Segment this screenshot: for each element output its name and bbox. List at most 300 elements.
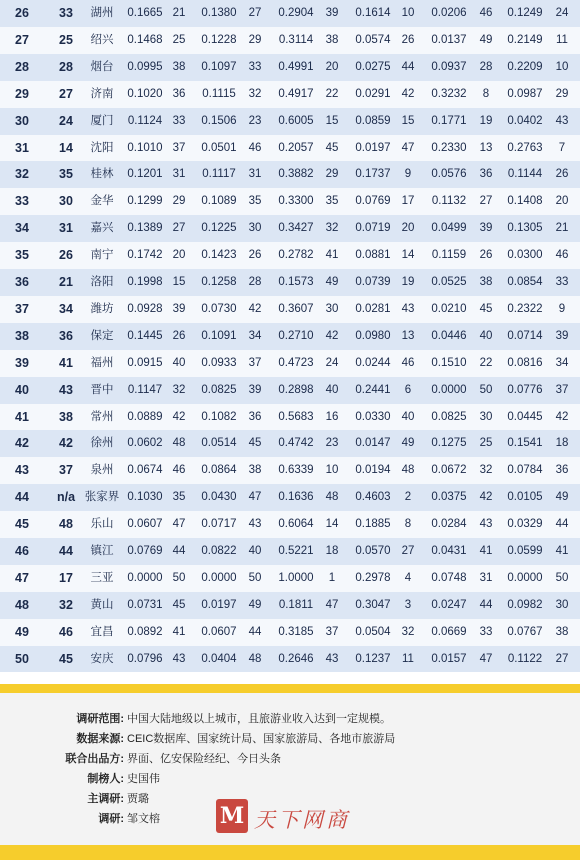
value-cell: 0.1737	[355, 168, 391, 181]
value-cell: 0.0982	[507, 598, 543, 611]
value-cell: 0.0719	[355, 222, 391, 235]
value-cell: 0.0000	[201, 571, 237, 584]
subrank-cell: 42	[479, 491, 493, 504]
subrank-cell: 45	[325, 141, 339, 154]
value-cell: 0.0404	[201, 652, 237, 665]
city-cell: 烟台	[90, 60, 114, 73]
value-cell: 0.0499	[431, 222, 467, 235]
value-cell: 0.2330	[431, 141, 467, 154]
footer-value: CEIC数据库、国家统计局、国家旅游局、各地市旅游局	[127, 733, 396, 745]
prev-rank-cell: 30	[59, 194, 73, 209]
value-cell: 0.3232	[431, 87, 467, 100]
footer-value: 史国伟	[127, 773, 160, 785]
subrank-cell: 13	[401, 329, 415, 342]
subrank-cell: 33	[479, 625, 493, 638]
rank-cell: 49	[15, 624, 29, 639]
value-cell: 0.2978	[355, 571, 391, 584]
table-row	[0, 592, 580, 619]
value-cell: 0.0197	[201, 598, 237, 611]
subrank-cell: 37	[248, 356, 262, 369]
value-cell: 0.0197	[355, 141, 391, 154]
value-cell: 0.5221	[278, 545, 314, 557]
subrank-cell: 46	[479, 7, 493, 19]
value-cell: 0.0937	[431, 60, 467, 73]
subrank-cell: 44	[555, 518, 569, 531]
subrank-cell: 50	[248, 571, 262, 584]
subrank-cell: 40	[325, 383, 339, 396]
subrank-cell: 11	[402, 652, 414, 665]
city-cell: 沈阳	[90, 141, 114, 154]
subrank-cell: 15	[172, 276, 186, 288]
prev-rank-cell: 41	[59, 355, 73, 370]
subrank-cell: 22	[325, 87, 339, 100]
subrank-cell: 24	[555, 7, 569, 19]
table-row	[0, 377, 580, 404]
subrank-cell: 11	[556, 33, 568, 46]
subrank-cell: 23	[248, 114, 262, 127]
value-cell: 0.0000	[507, 571, 543, 584]
value-cell: 0.0607	[127, 518, 163, 531]
value-cell: 0.1122	[507, 652, 543, 665]
subrank-cell: 42	[325, 329, 339, 342]
footer-label: 调研范围:	[76, 713, 124, 725]
subrank-cell: 14	[325, 518, 339, 531]
subrank-cell: 46	[172, 464, 186, 477]
subrank-cell: 1	[328, 571, 336, 584]
rank-cell: 40	[15, 382, 29, 397]
subrank-cell: 36	[555, 464, 569, 477]
subrank-cell: 18	[325, 545, 339, 557]
value-cell: 0.1258	[201, 276, 237, 288]
subrank-cell: 8	[482, 87, 490, 100]
value-cell: 0.3300	[278, 195, 314, 208]
subrank-cell: 38	[172, 60, 186, 73]
value-cell: 0.1636	[278, 491, 314, 504]
subrank-cell: 18	[555, 437, 569, 450]
table-row	[0, 27, 580, 54]
table-row	[0, 161, 580, 188]
value-cell: 0.6064	[278, 518, 314, 531]
value-cell: 0.1614	[355, 7, 391, 19]
value-cell: 0.0206	[431, 7, 467, 19]
footer-value: 邹文榕	[127, 813, 160, 825]
subrank-cell: 42	[248, 302, 262, 315]
prev-rank-cell: 25	[59, 32, 73, 47]
value-cell: 0.0275	[355, 60, 391, 73]
subrank-cell: 44	[172, 545, 186, 557]
footer-info-line	[0, 810, 580, 828]
prev-rank-cell: 28	[59, 59, 73, 74]
subrank-cell: 13	[479, 141, 493, 154]
value-cell: 0.1771	[431, 114, 467, 127]
subrank-cell: 42	[172, 410, 186, 423]
value-cell: 0.2322	[507, 302, 543, 315]
table-row	[0, 188, 580, 215]
subrank-cell: 36	[172, 87, 186, 100]
value-cell: 0.0157	[431, 652, 467, 665]
value-cell: 0.0674	[127, 464, 163, 477]
value-cell: 0.0889	[127, 410, 163, 423]
rank-cell: 47	[15, 570, 29, 585]
value-cell: 0.0767	[507, 625, 543, 638]
subrank-cell: 33	[172, 114, 186, 127]
prev-rank-cell: 37	[59, 463, 73, 478]
value-cell: 0.0574	[355, 33, 391, 46]
table-row	[0, 242, 580, 269]
value-cell: 0.1097	[201, 60, 237, 73]
subrank-cell: 21	[555, 222, 569, 235]
city-cell: 桂林	[90, 168, 114, 181]
subrank-cell: 30	[555, 598, 569, 611]
prev-rank-cell: 43	[59, 382, 73, 397]
value-cell: 0.1380	[201, 7, 237, 19]
subrank-cell: 50	[479, 383, 493, 396]
value-cell: 0.1275	[431, 437, 467, 450]
subrank-cell: 30	[325, 302, 339, 315]
city-cell: 济南	[90, 87, 114, 100]
rank-cell: 43	[15, 463, 29, 478]
value-cell: 0.0822	[201, 545, 237, 557]
value-cell: 0.0607	[201, 625, 237, 638]
subrank-cell: 38	[248, 464, 262, 477]
value-cell: 0.0599	[507, 545, 543, 557]
table-row	[0, 296, 580, 323]
value-cell: 0.0769	[355, 195, 391, 208]
rank-cell: 46	[15, 544, 29, 558]
value-cell: 0.1510	[431, 356, 467, 369]
subrank-cell: 19	[401, 276, 415, 288]
table-row	[0, 565, 580, 592]
table-row	[0, 511, 580, 538]
value-cell: 0.3185	[278, 625, 314, 638]
value-cell: 0.4742	[278, 437, 314, 450]
value-cell: 0.4603	[355, 491, 391, 504]
city-cell: 常州	[90, 410, 114, 423]
subrank-cell: 16	[325, 410, 339, 423]
value-cell: 0.1082	[201, 410, 237, 423]
footer-info-line	[0, 770, 580, 788]
value-cell: 0.1091	[201, 329, 237, 342]
value-cell: 0.0881	[355, 249, 391, 262]
subrank-cell: 10	[325, 464, 339, 477]
value-cell: 0.0892	[127, 625, 163, 638]
subrank-cell: 32	[248, 87, 262, 100]
value-cell: 0.2057	[278, 141, 314, 154]
value-cell: 0.0864	[201, 464, 237, 477]
yellow-band-top	[0, 684, 580, 693]
subrank-cell: 38	[479, 276, 493, 288]
subrank-cell: 29	[248, 33, 262, 46]
subrank-cell: 39	[248, 383, 262, 396]
value-cell: 0.2441	[355, 383, 391, 396]
city-cell: 徐州	[90, 437, 114, 450]
prev-rank-cell: 33	[59, 6, 73, 20]
value-cell: 0.4723	[278, 356, 314, 369]
subrank-cell: 39	[325, 7, 339, 19]
value-cell: 0.2898	[278, 383, 314, 396]
value-cell: 0.0281	[355, 302, 391, 315]
subrank-cell: 49	[325, 276, 339, 288]
subrank-cell: 10	[401, 7, 415, 19]
value-cell: 0.1159	[431, 249, 467, 262]
subrank-cell: 30	[479, 410, 493, 423]
prev-rank-cell: 21	[59, 275, 73, 289]
subrank-cell: 25	[479, 437, 493, 450]
city-cell: 晋中	[90, 383, 114, 396]
subrank-cell: 49	[248, 598, 262, 611]
value-cell: 0.0247	[431, 598, 467, 611]
value-cell: 0.0446	[431, 329, 467, 342]
value-cell: 0.0915	[127, 356, 163, 369]
table-row	[0, 350, 580, 377]
value-cell: 0.0784	[507, 464, 543, 477]
value-cell: 0.0430	[201, 491, 237, 504]
subrank-cell: 43	[172, 652, 186, 665]
value-cell: 0.1998	[127, 276, 163, 288]
subrank-cell: 33	[555, 276, 569, 288]
subrank-cell: 36	[248, 410, 262, 423]
value-cell: 0.0329	[507, 518, 543, 531]
rank-cell: 35	[15, 248, 29, 263]
value-cell: 0.6005	[278, 114, 314, 127]
value-cell: 0.0672	[431, 464, 467, 477]
subrank-cell: 23	[325, 437, 339, 450]
prev-rank-cell: 44	[59, 544, 73, 558]
value-cell: 0.1237	[355, 652, 391, 665]
subrank-cell: 40	[248, 545, 262, 557]
value-cell: 0.0445	[507, 410, 543, 423]
subrank-cell: 47	[479, 652, 493, 665]
subrank-cell: 41	[325, 249, 339, 262]
subrank-cell: 39	[479, 222, 493, 235]
rank-cell: 48	[15, 597, 29, 612]
subrank-cell: 43	[325, 652, 339, 665]
value-cell: 0.3607	[278, 302, 314, 315]
subrank-cell: 25	[172, 33, 186, 46]
subrank-cell: 21	[172, 7, 186, 19]
subrank-cell: 27	[401, 545, 415, 557]
subrank-cell: 2	[404, 491, 412, 504]
subrank-cell: 41	[555, 545, 569, 557]
value-cell: 0.2710	[278, 329, 314, 342]
subrank-cell: 22	[479, 356, 493, 369]
value-cell: 0.4991	[278, 60, 314, 73]
value-cell: 0.2763	[507, 141, 543, 154]
value-cell: 0.1468	[127, 33, 163, 46]
subrank-cell: 46	[555, 249, 569, 262]
subrank-cell: 28	[248, 276, 262, 288]
value-cell: 0.3047	[355, 598, 391, 611]
rank-cell: 32	[15, 167, 29, 182]
value-cell: 0.0987	[507, 87, 543, 100]
value-cell: 0.1665	[127, 7, 163, 19]
rank-cell: 39	[15, 355, 29, 370]
table-row	[0, 404, 580, 431]
subrank-cell: 40	[172, 356, 186, 369]
subrank-cell: 35	[325, 195, 339, 208]
subrank-cell: 47	[172, 518, 186, 531]
value-cell: 0.0825	[201, 383, 237, 396]
subrank-cell: 32	[401, 625, 415, 638]
subrank-cell: 32	[172, 383, 186, 396]
value-cell: 0.0137	[431, 33, 467, 46]
footer-info-line	[0, 710, 580, 728]
prev-rank-cell: 35	[59, 167, 73, 182]
rank-cell: 28	[15, 59, 29, 74]
city-cell: 安庆	[90, 652, 114, 665]
city-cell: 厦门	[90, 114, 114, 127]
city-cell: 金华	[90, 195, 114, 208]
prev-rank-cell: 38	[59, 409, 73, 424]
value-cell: 0.6339	[278, 464, 314, 477]
logo-mark-icon: M	[216, 799, 248, 833]
subrank-cell: 32	[479, 464, 493, 477]
subrank-cell: 37	[555, 383, 569, 396]
table-row	[0, 81, 580, 108]
subrank-cell: 45	[248, 437, 262, 450]
value-cell: 0.1225	[201, 222, 237, 235]
value-cell: 0.1249	[507, 7, 543, 19]
subrank-cell: 20	[172, 249, 186, 262]
value-cell: 0.0402	[507, 114, 543, 127]
footer-value: 中国大陆地级以上城市，且旅游业收入达到一定规模。	[127, 713, 391, 725]
subrank-cell: 38	[325, 33, 339, 46]
subrank-cell: 31	[248, 168, 262, 181]
value-cell: 0.0669	[431, 625, 467, 638]
table-row	[0, 323, 580, 350]
value-cell: 0.1423	[201, 249, 237, 262]
subrank-cell: 45	[479, 302, 493, 315]
footer-label: 制榜人:	[87, 773, 124, 785]
rank-cell: 26	[15, 6, 29, 20]
city-cell: 湖州	[90, 7, 114, 19]
value-cell: 0.1445	[127, 329, 163, 342]
value-cell: 0.0514	[201, 437, 237, 450]
value-cell: 0.2149	[507, 33, 543, 46]
value-cell: 0.1811	[278, 598, 314, 611]
value-cell: 0.0980	[355, 329, 391, 342]
value-cell: 0.0375	[431, 491, 467, 504]
subrank-cell: 17	[401, 195, 415, 208]
value-cell: 0.0731	[127, 598, 163, 611]
table-row	[0, 484, 580, 511]
prev-rank-cell: 48	[59, 517, 73, 532]
footer-label: 调研:	[98, 813, 124, 825]
value-cell: 0.0739	[355, 276, 391, 288]
footer-info-line	[0, 730, 580, 748]
value-cell: 0.1389	[127, 222, 163, 235]
prev-rank-cell: 42	[59, 436, 73, 451]
subrank-cell: 6	[404, 383, 412, 396]
value-cell: 0.0859	[355, 114, 391, 127]
subrank-cell: 40	[479, 329, 493, 342]
city-cell: 张家界	[84, 491, 120, 504]
subrank-cell: 26	[555, 168, 569, 181]
prev-rank-cell: 17	[59, 570, 73, 585]
value-cell: 0.0330	[355, 410, 391, 423]
table-row	[0, 646, 580, 673]
value-cell: 0.1132	[431, 195, 467, 208]
rank-cell: 44	[15, 490, 29, 505]
prev-rank-cell: 32	[59, 597, 73, 612]
rank-cell: 30	[15, 113, 29, 128]
table-row	[0, 0, 580, 27]
subrank-cell: 40	[401, 410, 415, 423]
subrank-cell: 34	[248, 329, 262, 342]
subrank-cell: 43	[555, 114, 569, 127]
prev-rank-cell: 27	[59, 86, 73, 101]
value-cell: 0.1124	[127, 114, 163, 127]
value-cell: 0.1299	[127, 195, 163, 208]
city-cell: 黄山	[90, 598, 114, 611]
subrank-cell: 29	[172, 195, 186, 208]
subrank-cell: 49	[401, 437, 415, 450]
value-cell: 0.0825	[431, 410, 467, 423]
prev-rank-cell: 14	[59, 140, 73, 155]
subrank-cell: 27	[479, 195, 493, 208]
subrank-cell: 9	[558, 302, 566, 315]
subrank-cell: 39	[172, 302, 186, 315]
footer-label: 数据来源:	[76, 733, 124, 745]
subrank-cell: 26	[248, 249, 262, 262]
subrank-cell: 14	[401, 249, 415, 262]
value-cell: 0.0816	[507, 356, 543, 369]
value-cell: 1.0000	[278, 571, 314, 584]
subrank-cell: 44	[479, 598, 493, 611]
rank-cell: 33	[15, 194, 29, 209]
rank-cell: 37	[15, 301, 29, 316]
value-cell: 0.0776	[507, 383, 543, 396]
subrank-cell: 26	[401, 33, 415, 46]
value-cell: 0.0300	[507, 249, 543, 262]
rank-cell: 34	[15, 221, 29, 236]
table-row	[0, 108, 580, 135]
prev-rank-cell: n/a	[56, 490, 76, 505]
prev-rank-cell: 36	[59, 328, 73, 343]
subrank-cell: 8	[404, 518, 412, 531]
city-cell: 泉州	[90, 464, 114, 477]
value-cell: 0.0504	[355, 625, 391, 638]
value-cell: 0.1506	[201, 114, 237, 127]
value-cell: 0.2782	[278, 249, 314, 262]
subrank-cell: 44	[248, 625, 262, 638]
value-cell: 0.1115	[202, 87, 236, 100]
value-cell: 0.0730	[201, 302, 237, 315]
table-row	[0, 54, 580, 81]
subrank-cell: 24	[325, 356, 339, 369]
subrank-cell: 37	[172, 141, 186, 154]
value-cell: 0.1742	[127, 249, 163, 262]
footer-info-line	[0, 750, 580, 768]
value-cell: 0.1147	[127, 383, 163, 396]
prev-rank-cell: 46	[59, 624, 73, 639]
prev-rank-cell: 31	[59, 221, 73, 236]
value-cell: 0.0194	[355, 464, 391, 477]
subrank-cell: 20	[555, 195, 569, 208]
subrank-cell: 48	[325, 491, 339, 504]
subrank-cell: 45	[172, 598, 186, 611]
table-row	[0, 135, 580, 162]
subrank-cell: 43	[479, 518, 493, 531]
footer-label: 联合出品方:	[65, 753, 124, 765]
value-cell: 0.0284	[431, 518, 467, 531]
subrank-cell: 42	[401, 87, 415, 100]
subrank-cell: 30	[248, 222, 262, 235]
value-cell: 0.0995	[127, 60, 163, 73]
value-cell: 0.0501	[201, 141, 237, 154]
subrank-cell: 26	[479, 249, 493, 262]
value-cell: 0.0933	[201, 356, 237, 369]
